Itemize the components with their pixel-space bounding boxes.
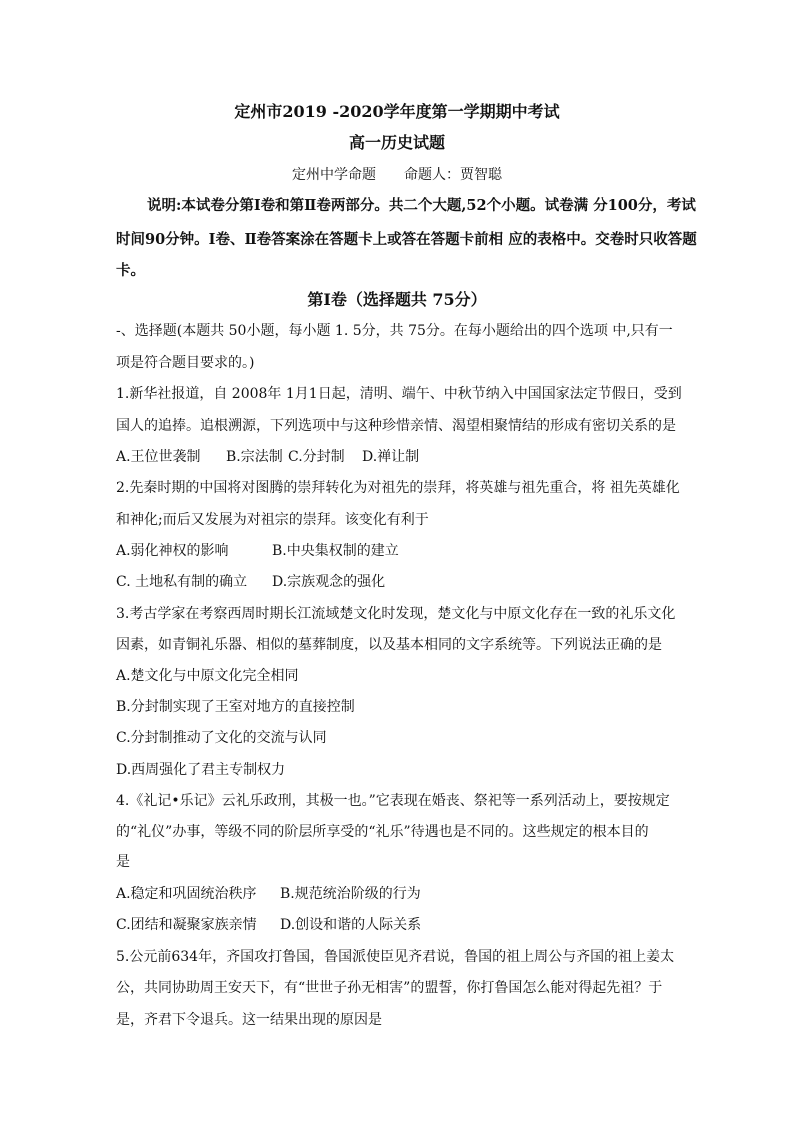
section-desc-2: 项是符合题目要求的。) <box>116 355 255 371</box>
exam-title: 定州市2019 -2020学年度第一学期期中考试 <box>234 102 560 121</box>
option-b: B.中央集权制的建立 <box>272 543 399 559</box>
option-c: C. 土地私有制的确立 <box>116 574 248 590</box>
option-b: B.宗法制 <box>226 449 283 465</box>
question-4-line-3: 是 <box>116 854 130 870</box>
question-3-option-d: D.西周强化了君主专制权力 <box>116 762 286 778</box>
question-3-line-2: 因素，如青铜礼乐器、相似的墓葬制度，以及基本相同的文字系统等。下列说法正确的是 <box>116 637 662 653</box>
question-1-line-1: 1.新华社报道，自 2008年 1月1日起，清明、端午、中秋节纳入中国国家法定节假日，受到 <box>116 386 682 402</box>
question-5-line-2: 公，共同协助周王安天下，有“世世子孙无相害”的盟誓，你打鲁国怎么能对得起先祖？于 <box>116 980 663 996</box>
option-b: B.规范统治阶级的行为 <box>280 886 421 902</box>
option-d: D.宗族观念的强化 <box>272 574 386 590</box>
question-1-options <box>116 448 419 466</box>
option-a: A.稳定和巩固统治秩序 <box>116 886 257 902</box>
section-desc-1: -、选择题(本题共 50小题，每小题 1. 5分，共 75分。在每小题给出的四个选项 中,只有一 <box>116 323 673 339</box>
option-c: C.分封制 <box>288 449 345 465</box>
question-1-line-2: 国人的追捧。追根溯源，下列选项中与这种珍惜亲情、渴望相聚情结的形成有密切关系的是 <box>116 418 676 434</box>
option-a: A.王位世袭制 <box>116 449 201 465</box>
question-4-options-cd <box>116 916 421 934</box>
instructions-line-1: 说明:本试卷分第Ⅰ卷和第Ⅱ卷两部分。共二个大题,52个小题。试卷满 分100分，考试 <box>147 197 696 214</box>
exam-byline: 定州中学命题 命题人：贾智聪 <box>292 167 502 183</box>
question-2-line-2: 和神化;而后又发展为对祖宗的崇拜。该变化有利于 <box>116 512 429 528</box>
question-5-line-3: 是，齐君下令退兵。这一结果出现的原因是 <box>116 1012 382 1028</box>
option-c: C.团结和凝聚家族亲情 <box>116 917 257 933</box>
question-3-option-b: B.分封制实现了王室对地方的直接控制 <box>116 699 355 715</box>
question-4-line-2: 的“礼仪”办事，等级不同的阶层所享受的“礼乐”待遇也是不同的。这些规定的根本目的 <box>116 824 649 840</box>
option-a: A.弱化神权的影响 <box>116 543 229 559</box>
question-3-line-1: 3.考古学家在考察西周时期长江流域楚文化时发现，楚文化与中原文化存在一致的礼乐文化 <box>116 606 676 622</box>
question-5-line-1: 5.公元前634年，齐国攻打鲁国，鲁国派使臣见齐君说，鲁国的祖上周公与齐国的祖上姜太 <box>116 949 675 965</box>
exam-subtitle: 高一历史试题 <box>348 133 445 152</box>
question-4-options-ab <box>116 885 421 903</box>
instructions-line-3: 卡。 <box>116 262 145 279</box>
question-2-options-ab <box>116 542 399 560</box>
question-3-option-a: A.楚文化与中原文化完全相同 <box>116 668 299 684</box>
question-2-line-1: 2.先秦时期的中国将对图腾的崇拜转化为对祖先的崇拜，将英雄与祖先重合，将 祖先英雄化 <box>116 480 680 496</box>
question-2-options-cd <box>116 573 385 591</box>
section-title: 第Ⅰ卷（选择题共 75分） <box>307 290 487 309</box>
question-4-line-1: 4.《礼记•乐记》云礼乐政刑，其极一也。”它表现在婚丧、祭祀等一系列活动上，要按规定 <box>116 793 670 809</box>
question-3-option-c: C.分封制推动了文化的交流与认同 <box>116 730 327 746</box>
option-d: D.禅让制 <box>362 449 420 465</box>
instructions-line-2: 时间90分钟。Ⅰ卷、Ⅱ卷答案涂在答题卡上或答在答题卡前相 应的表格中。交卷时只收答题 <box>116 231 697 248</box>
option-d: D.创设和谐的人际关系 <box>280 917 422 933</box>
